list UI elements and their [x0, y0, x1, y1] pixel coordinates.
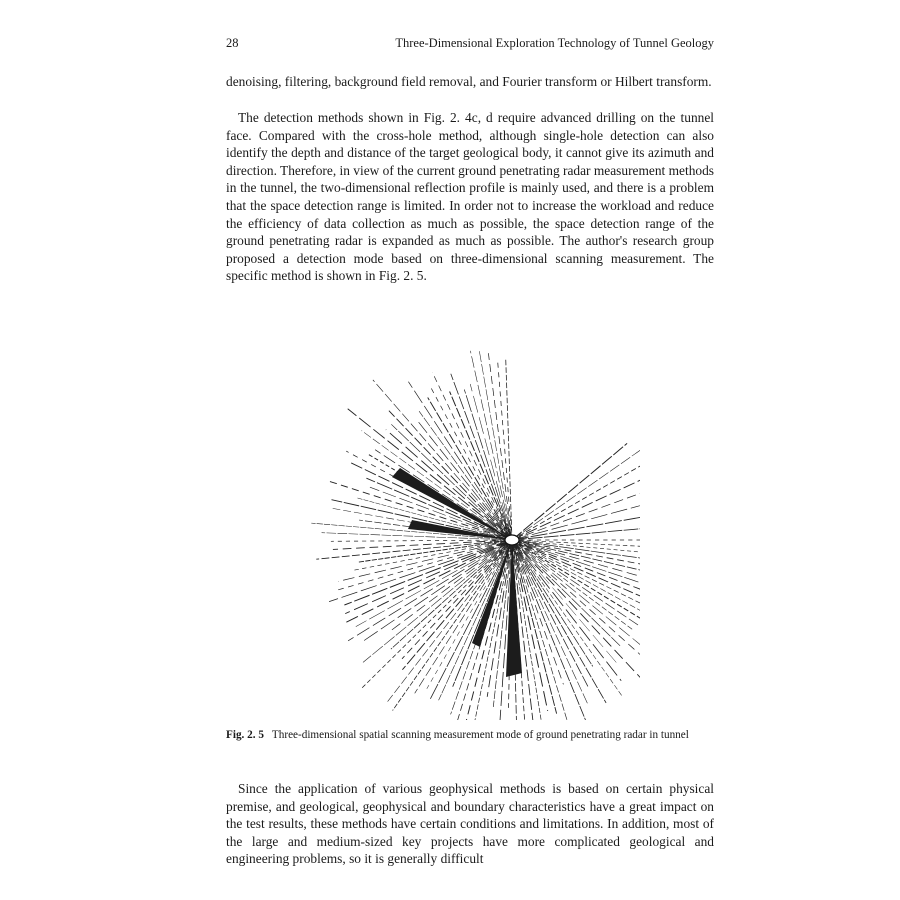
paragraph-2: The detection methods shown in Fig. 2. 4c, d require advanced drilling on the tunnel face. Compared with the cross-hole method, although single-hole detection can also identify the depth and distance of the target geological body, it cannot give its azimuth and direction. Therefore, in view of the current ground penetrating radar measurement methods in the tunnel, the two-dimensional reflection profile is mainly used, and there is a problem that the space detection range is limited. In order not to increase the workload and reduce the efficiency of data collection as much as possible, the space detection range of the ground penetrating radar is expanded as much as possible. The author's research group proposed a detection mode based on three-dimensional scanning measurement. The specific method is shown in Fig. 2. 5.: [226, 110, 714, 284]
page-header: [226, 36, 714, 54]
scan-ray: [415, 540, 512, 693]
scan-ray: [512, 454, 640, 540]
paragraph-1: denoising, filtering, background field removal, and Fourier transform or Hilbert transform.: [226, 74, 712, 89]
scan-origin: [505, 535, 519, 545]
scan-ray: [427, 540, 512, 689]
scan-ray: [512, 540, 640, 562]
scan-ray: [512, 469, 640, 540]
scan-ray: [512, 472, 640, 540]
scan-ray: [402, 540, 512, 670]
scan-ray: [428, 398, 512, 541]
scan-ray: [512, 540, 640, 667]
radar-scan-illustration: [300, 325, 640, 720]
figure-caption: [226, 728, 714, 743]
scan-ray: [338, 540, 512, 581]
scan-ray: [512, 440, 640, 540]
figure-caption-text: Three-dimensional spatial scanning measurement mode of ground penetrating radar in tunnel: [271, 729, 689, 741]
scan-ray: [373, 380, 512, 540]
radar-scan-figure: [300, 325, 640, 720]
running-title: Three-Dimensional Exploration Technology of Tunnel Geology: [395, 36, 714, 50]
figure-label: Fig. 2. 5: [226, 729, 264, 741]
scan-ray: [512, 540, 589, 720]
scan-ray: [393, 540, 512, 711]
scan-ray: [348, 540, 512, 641]
scan-ray: [361, 540, 512, 643]
scan-ray: [512, 540, 620, 646]
scan-ray: [333, 540, 512, 549]
scan-ray: [386, 430, 512, 540]
page-number: 28: [226, 36, 239, 50]
scan-ray: [512, 540, 606, 703]
scan-ray: [512, 443, 627, 540]
paragraph-3: Since the application of various geophysical methods is based on certain physical premise, and geological, geophysical and boundary characteristics have a great impact on the test results, these methods have certain conditions and limitations. In addition, most of the large and medium-sized key projects have more complicated geological and engineering problems, so it is generally difficult: [226, 781, 714, 867]
scan-ray: [345, 540, 512, 614]
